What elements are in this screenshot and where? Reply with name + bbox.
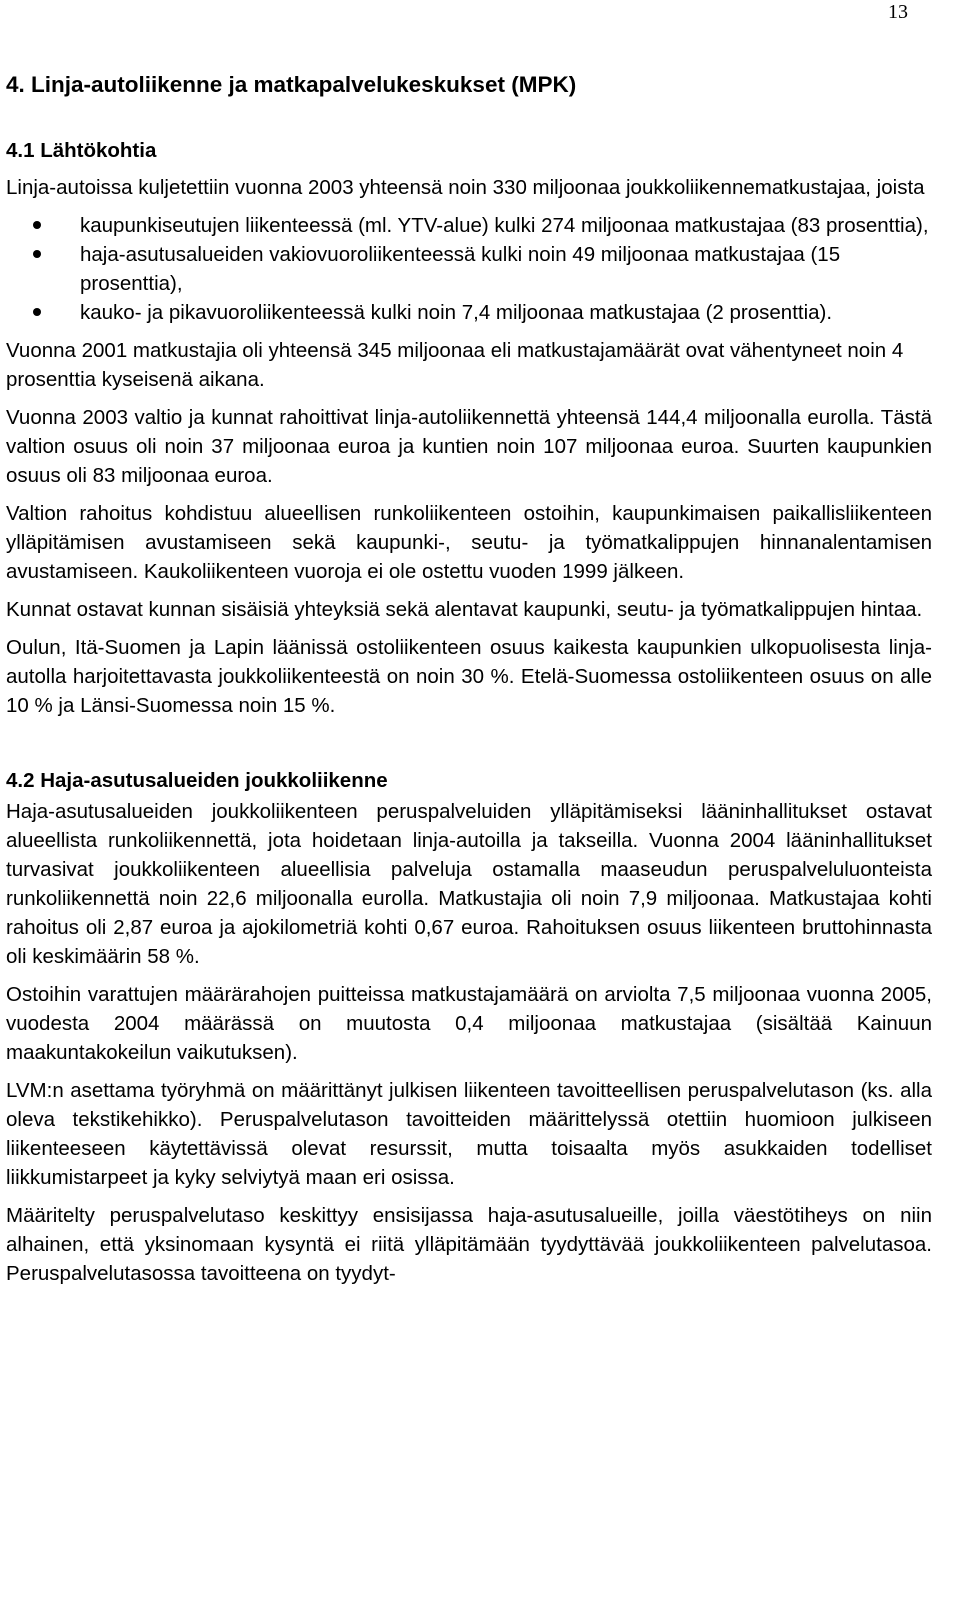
section-4-1-title: 4.1 Lähtökohtia [6, 139, 157, 162]
passenger-breakdown-list [6, 211, 932, 327]
paragraph: Haja-asutusalueiden joukkoliikenteen peruspalveluiden ylläpitämiseksi lääninhallitukset ostavat alueellista runkoliikennettä, jota hoidetaan linja-autoilla ja takseilla. Vuonna 2004 lääninhallitukset turvasivat joukkoliikenteen alueellisia palveluja ostamalla maaseudun peruspalveluluonteista runkoliikennettä noin 22,6 miljoonalla eurolla. Matkustajia oli noin 7,9 miljoonaa. Matkustajaa kohti rahoitus oli 2,87 euroa ja ajokilometriä kohti 0,67 euroa. Rahoituksen osuus liikenteen bruttohinnasta oli keskimäärin 58 %. [6, 800, 932, 968]
paragraph: Ostoihin varattujen määrärahojen puitteissa matkustajamäärä on arviolta 7,5 miljoonaa vuonna 2005, vuodesta 2004 määrässä on muutosta 0,4 miljoonaa matkustajaa (sisältää Kainuun maakuntakokeilun vaikutuksen). [6, 983, 932, 1064]
bullet-icon [33, 221, 41, 229]
section-4-1-intro: Linja-autoissa kuljetettiin vuonna 2003 yhteensä noin 330 miljoonaa joukkoliikennematkustajaa, joista [6, 176, 925, 199]
chapter-title: 4. Linja-autoliikenne ja matkapalvelukeskukset (MPK) [6, 72, 577, 97]
paragraph: Kunnat ostavat kunnan sisäisiä yhteyksiä sekä alentavat kaupunki, seutu- ja työmatkalippujen hintaa. [6, 598, 923, 621]
list-item-text: haja-asutusalueiden vakiovuoroliikenteessä kulki noin 49 miljoonaa matkustajaa (15 prosenttia), [80, 243, 841, 295]
paragraph: Määritelty peruspalvelutaso keskittyy ensisijassa haja-asutusalueille, joilla väestötiheys on niin alhainen, että yksinomaan kysyntä ei riitä ylläpitämään tyydyttävää joukkoliikenteen palvelutasoa. Peruspalvelutasossa tavoitteena on tyydyt- [6, 1204, 932, 1285]
paragraph: LVM:n asettama työryhmä on määrittänyt julkisen liikenteen tavoitteellisen peruspalvelutason (ks. alla oleva tekstikehikko). Peruspalvelutason tavoitteiden määrittelyssä otettiin huomioon julkiseen liikenteeseen käytettävissä olevat resurssit, mutta toisaalta myös asukkaiden todelliset liikkumistarpeet ja kyky selviytyä maan eri osissa. [6, 1079, 932, 1189]
section-4-2-title: 4.2 Haja-asutusalueiden joukkoliikenne [6, 769, 388, 792]
list-item-text: kaupunkiseutujen liikenteessä (ml. YTV-alue) kulki 274 miljoonaa matkustajaa (83 prosenttia), [80, 214, 929, 237]
paragraph: Vuonna 2001 matkustajia oli yhteensä 345 miljoonaa eli matkustajamäärät ovat vähentyneet noin 4 prosenttia kyseisenä aikana. [6, 339, 904, 391]
list-item [80, 211, 932, 240]
page-number: 13 [888, 1, 908, 23]
list-item-text: kauko- ja pikavuoroliikenteessä kulki noin 7,4 miljoonaa matkustajaa (2 prosenttia). [80, 301, 833, 324]
document-body [6, 70, 932, 1297]
paragraph: Oulun, Itä-Suomen ja Lapin läänissä ostoliikenteen osuus kaikesta kaupunkien ulkopuolisesta linja-autolla harjoitettavasta joukkoliikenteestä on noin 30 %. Etelä-Suomessa ostoliikenteen osuus on alle 10 % ja Länsi-Suomessa noin 15 %. [6, 636, 932, 717]
list-item [80, 240, 932, 298]
bullet-icon [33, 250, 41, 258]
bullet-icon [33, 308, 41, 316]
paragraph: Valtion rahoitus kohdistuu alueellisen runkoliikenteen ostoihin, kaupunkimaisen paikallisliikenteen ylläpitämisen avustamiseen sekä kaupunki-, seutu- ja työmatkalippujen hinnanalentamisen avustamiseen. Kaukoliikenteen vuoroja ei ole ostettu vuoden 1999 jälkeen. [6, 502, 932, 583]
list-item [80, 298, 932, 327]
paragraph: Vuonna 2003 valtio ja kunnat rahoittivat linja-autoliikennettä yhteensä 144,4 miljoonalla eurolla. Tästä valtion osuus oli noin 37 miljoonaa euroa ja kuntien noin 107 miljoonaa euroa. Suurten kaupunkien osuus oli 83 miljoonaa euroa. [6, 406, 932, 487]
